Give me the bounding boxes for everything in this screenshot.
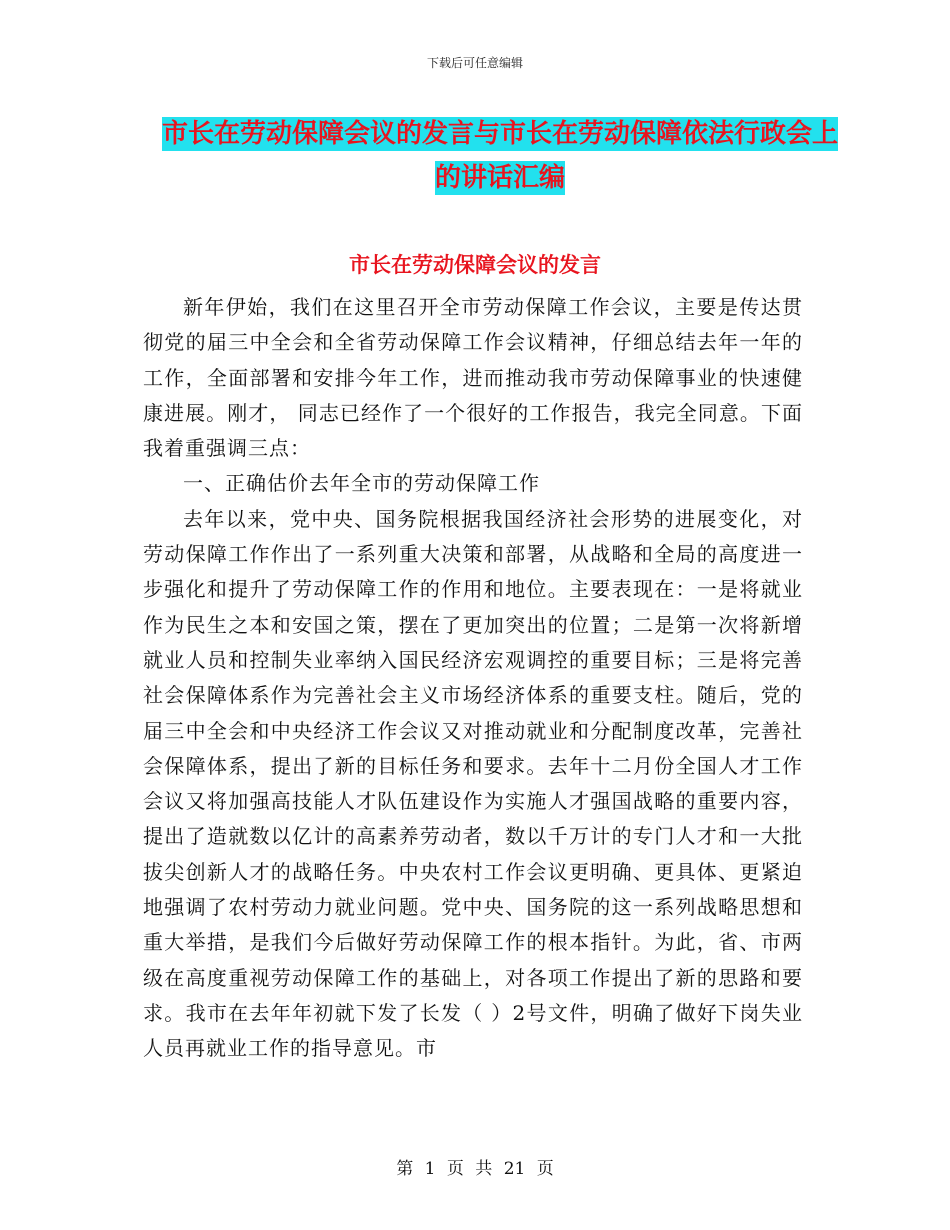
- section-title: 市长在劳动保障会议的发言: [349, 253, 601, 277]
- page-header-note: 下载后可任意编辑: [426, 56, 523, 70]
- document-body: [143, 290, 803, 1067]
- page-footer: 第 1 页 共 21 页: [396, 1159, 554, 1179]
- document-main-title: [150, 112, 850, 200]
- paragraph-heading: 一、正确估价去年全市的劳动保障工作: [183, 471, 540, 496]
- paragraph: 去年以来，党中央、国务院根据我国经济社会形势的进展变化，对劳动保障工作作出了一系列重大决策和部署，从战略和全局的高度进一步强化和提升了劳动保障工作的作用和地位。主要表现在：一是将就业作为民生之本和安国之策，摆在了更加突出的位置；二是第一次将新增就业人员和控制失业率纳入国民经济宏观调控的重要目标；三是将完善社会保障体系作为完善社会主义市场经济体系的重要支柱。随后，党的届三中全会和中央经济工作会议又对推动就业和分配制度改革，完善社会保障体系，提出了新的目标任务和要求。去年十二月份全国人才工作会议又将加强高技能人才队伍建设作为实施人才强国战略的重要内容，提出了造就数以亿计的高素养劳动者，数以千万计的专门人才和一大批拔尖创新人才的战略任务。中央农村工作会议更明确、更具体、更紧迫地强调了农村劳动力就业问题。党中央、国务院的这一系列战略思想和重大举措，是我们今后做好劳动保障工作的根本指针。为此，省、市两级在高度重视劳动保障工作的基础上，对各项工作提出了新的思路和要求。我市在去年年初就下发了长发（ ）2号文件，明确了做好下岗失业人员再就业工作的指导意见。市: [143, 506, 803, 1061]
- main-title-text: 市长在劳动保障会议的发言与市长在劳动保障依法行政会上的讲话汇编: [161, 119, 838, 193]
- paragraph: 新年伊始，我们在这里召开全市劳动保障工作会议，主要是传达贯彻党的届三中全会和全省劳动保障工作会议精神，仔细总结去年一年的工作，全面部署和安排今年工作，进而推动我市劳动保障事业的快速健康进展。刚才， 同志已经作了一个很好的工作报告，我完全同意。下面我着重强调三点：: [143, 295, 803, 461]
